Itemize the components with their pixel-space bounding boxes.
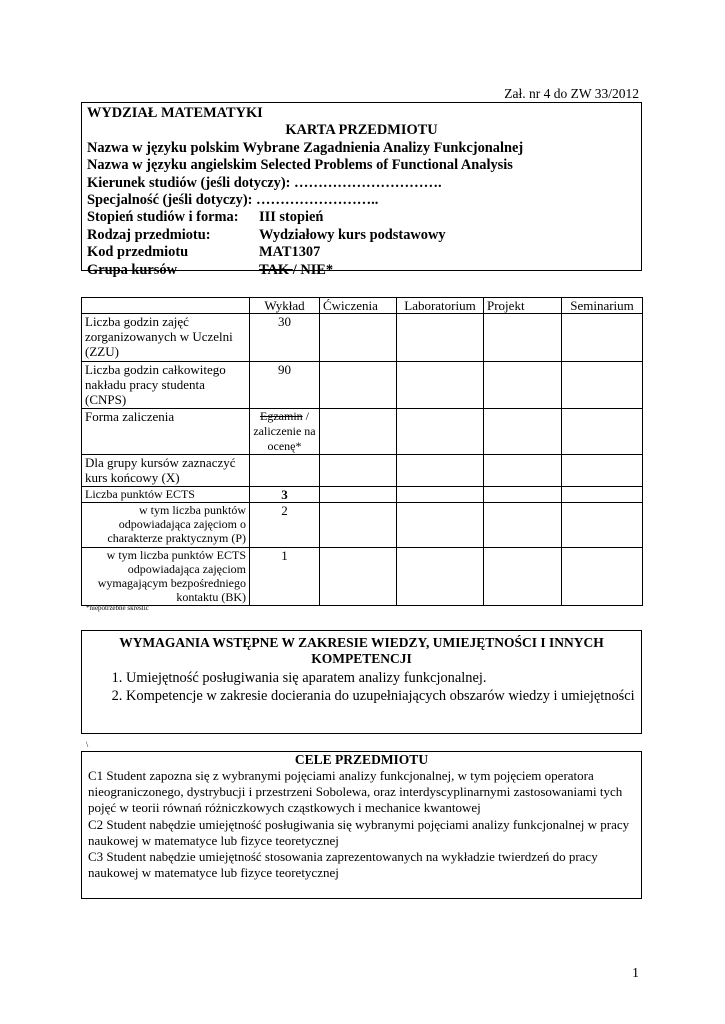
study-level-row — [87, 209, 636, 226]
exam-struck: Egzamin — [260, 409, 303, 423]
empty-cell — [320, 487, 397, 503]
course-group-row — [87, 262, 636, 279]
table-row — [82, 362, 643, 409]
table-row — [82, 503, 643, 548]
footnote: *niepotrzebne skreślić — [86, 604, 149, 612]
empty-cell — [320, 503, 397, 548]
lecture-cell — [250, 455, 320, 487]
study-level-value: III stopień — [259, 209, 324, 226]
empty-cell — [397, 548, 484, 606]
list-item: 1. Umiejętność posługiwania się aparatem analizy funkcjonalnej. — [126, 669, 635, 687]
empty-cell — [397, 455, 484, 487]
empty-cell — [562, 455, 643, 487]
empty-cell — [397, 503, 484, 548]
assessment-form: / zaliczenie na ocenę* — [253, 409, 316, 453]
course-name-pl: Nazwa w języku polskim Wybrane Zagadnienia Analizy Funkcjonalnej — [87, 139, 524, 156]
requirements-box — [81, 630, 642, 734]
row-label: Liczba godzin zajęć zorganizowanych w Uczelni (ZZU) — [82, 314, 250, 362]
study-level-label: Stopień studiów i forma: — [87, 209, 239, 226]
column-header: Projekt — [484, 298, 562, 314]
table-row — [82, 548, 643, 606]
page-number: 1 — [632, 966, 639, 981]
goals-box — [81, 751, 642, 899]
faculty-name: WYDZIAŁ MATEMATYKI — [87, 105, 263, 121]
course-code-label: Kod przedmiotu — [87, 244, 189, 261]
table-corner — [82, 298, 250, 314]
course-group-label: Grupa kursów — [87, 261, 177, 278]
lecture-cell: 90 — [250, 362, 320, 409]
table-row — [82, 314, 643, 362]
hours-table — [81, 297, 643, 606]
lecture-cell — [250, 409, 320, 455]
requirements-list — [88, 669, 635, 705]
column-header: Laboratorium — [397, 298, 484, 314]
row-label: w tym liczba punktów ECTS odpowiadająca zajęciom wymagającym bezpośredniego kontaktu (BK) — [82, 548, 250, 606]
stray-mark: \ — [86, 740, 89, 749]
row-label: Dla grupy kursów zaznaczyć kurs końcowy (X) — [82, 455, 250, 487]
row-label: Forma zaliczenia — [82, 409, 250, 455]
empty-cell — [397, 409, 484, 455]
card-title: KARTA PRZEDMIOTU — [285, 122, 438, 139]
row-label: Liczba punktów ECTS — [82, 487, 250, 503]
course-code-row — [87, 244, 636, 261]
table-row — [82, 487, 643, 503]
column-header: Ćwiczenia — [320, 298, 397, 314]
goal-item: C3 Student nabędzie umiejętność stosowania zaprezentowanych na wykładzie twierdzeń do pracy naukowej w matematyce lub fizyce teoretycznej — [88, 849, 598, 881]
table-row — [82, 455, 643, 487]
lecture-cell: 30 — [250, 314, 320, 362]
attachment-note: Zał. nr 4 do ZW 33/2012 — [504, 86, 639, 101]
goal-item: C1 Student zapozna się z wybranymi pojęciami analizy funkcjonalnej, w tym pojęciem operatora nieograniczonego, dystrybucji i przestrzeni Sobolewa, oraz interdyscyplinarnymi zastosowaniami tych pojęć w teorii równań różniczkowych cząstkowych i mechanice kwantowej — [88, 768, 623, 816]
empty-cell — [562, 548, 643, 606]
empty-cell — [484, 362, 562, 409]
list-item: 2. Kompetencje w zakresie docierania do uzupełniających obszarów wiedzy i umiejętności — [126, 687, 635, 705]
empty-cell — [397, 362, 484, 409]
empty-cell — [562, 409, 643, 455]
empty-cell — [320, 409, 397, 455]
empty-cell — [320, 314, 397, 362]
row-label: w tym liczba punktów odpowiadająca zajęciom o charakterze praktycznym (P) — [82, 503, 250, 548]
empty-cell — [562, 362, 643, 409]
empty-cell — [484, 548, 562, 606]
specialty: Specjalność (jeśli dotyczy): …………………….. — [87, 192, 379, 209]
course-type-value: Wydziałowy kurs podstawowy — [259, 226, 446, 243]
course-group-value — [259, 262, 333, 279]
course-type-row — [87, 227, 636, 244]
course-type-label: Rodzaj przedmiotu: — [87, 226, 211, 243]
empty-cell — [320, 362, 397, 409]
lecture-cell: 3 — [250, 487, 320, 503]
table-row — [82, 409, 643, 455]
lecture-cell: 1 — [250, 548, 320, 606]
course-code-value: MAT1307 — [259, 244, 321, 261]
empty-cell — [397, 314, 484, 362]
empty-cell — [562, 503, 643, 548]
requirements-title: WYMAGANIA WSTĘPNE W ZAKRESIE WIEDZY, UMIEJĘTNOŚCI I INNYCH KOMPETENCJI — [119, 635, 604, 666]
empty-cell — [484, 487, 562, 503]
empty-cell — [484, 314, 562, 362]
course-header-box — [81, 102, 642, 278]
column-header: Wykład — [250, 298, 320, 314]
column-header: Seminarium — [562, 298, 643, 314]
lecture-cell: 2 — [250, 503, 320, 548]
course-group-rest: / NIE* — [292, 261, 334, 278]
course-group-struck: TAK — [259, 261, 293, 278]
empty-cell — [397, 487, 484, 503]
empty-cell — [320, 455, 397, 487]
empty-cell — [484, 503, 562, 548]
empty-cell — [484, 409, 562, 455]
empty-cell — [562, 487, 643, 503]
goals-title: CELE PRZEDMIOTU — [294, 752, 429, 767]
empty-cell — [320, 548, 397, 606]
course-name-en: Nazwa w języku angielskim Selected Problems of Functional Analysis — [87, 157, 513, 174]
field-of-study: Kierunek studiów (jeśli dotyczy): …………………………. — [87, 174, 442, 191]
empty-cell — [562, 314, 643, 362]
table-header-row — [82, 298, 643, 314]
goal-item: C2 Student nabędzie umiejętność posługiwania się wybranymi pojęciami analizy funkcjonalnej w pracy naukowej w matematyce lub fizyce teoretycznej — [88, 816, 630, 848]
row-label: Liczba godzin całkowitego nakładu pracy studenta (CNPS) — [82, 362, 250, 409]
empty-cell — [484, 455, 562, 487]
